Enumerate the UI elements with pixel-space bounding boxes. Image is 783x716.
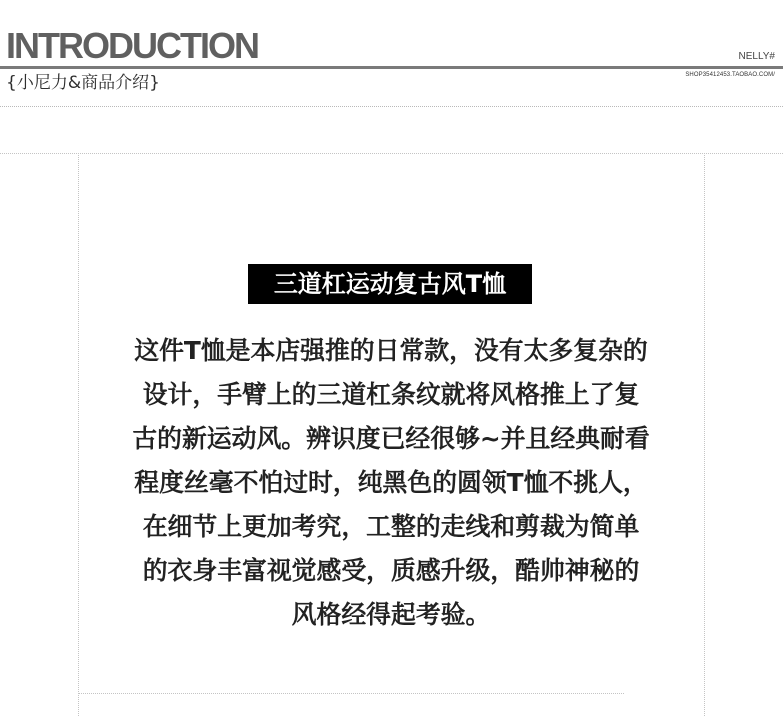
description-line: 风格经得起考验。 bbox=[291, 600, 491, 629]
frame-right-border bbox=[704, 153, 705, 716]
page-subtitle: {小尼力&商品介绍} bbox=[6, 73, 160, 93]
page-title: INTRODUCTION bbox=[6, 25, 258, 66]
description-line: 设计，手臂上的三道杠条纹就将风格推上了复 bbox=[142, 380, 640, 409]
header-rule bbox=[0, 66, 783, 69]
description-line: 古的新运动风。辨识度已经很够~并且经典耐看 bbox=[132, 424, 650, 453]
shop-url: SHOP35412453.TAOBAO.COM/ bbox=[685, 72, 775, 78]
description-line: 的衣身丰富视觉感受，质感升级，酷帅神秘的 bbox=[142, 556, 640, 585]
product-description bbox=[80, 329, 702, 637]
frame-bottom-border bbox=[78, 693, 624, 694]
frame-top-border bbox=[0, 153, 783, 154]
header-separator bbox=[0, 106, 783, 107]
description-line: 程度丝毫不怕过时，纯黑色的圆领T恤不挑人， bbox=[134, 468, 648, 497]
brand-name: NELLY# bbox=[738, 51, 775, 62]
product-title: 三道杠运动复古风T恤 bbox=[248, 264, 532, 304]
frame-left-border bbox=[78, 153, 79, 716]
description-line: 这件T恤是本店强推的日常款，没有太多复杂的 bbox=[134, 336, 648, 365]
description-line: 在细节上更加考究，工整的走线和剪裁为简单 bbox=[142, 512, 640, 541]
